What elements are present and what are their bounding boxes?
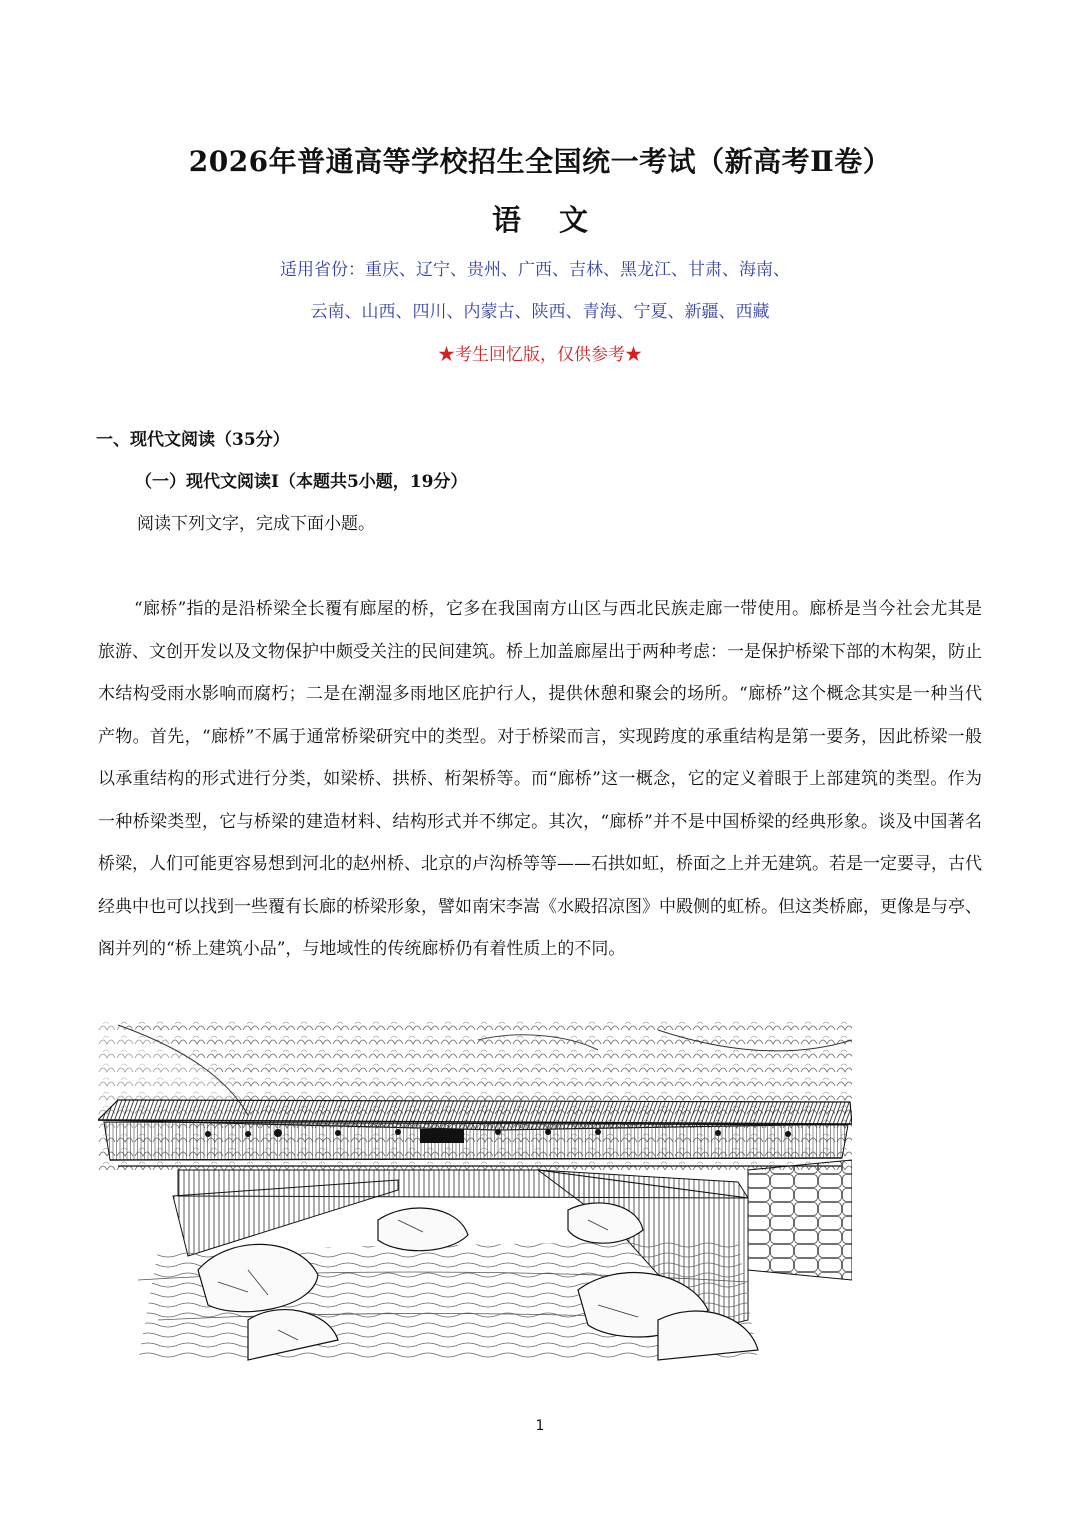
- recall-notice: ★考生回忆版，仅供参考★: [438, 345, 642, 365]
- reading-instruction: 阅读下列文字，完成下面小题。: [137, 514, 375, 534]
- section-heading: 一、现代文阅读（35分）: [96, 430, 290, 450]
- provinces-line-2: 云南、山西、四川、内蒙古、陕西、青海、宁夏、新疆、西藏: [310, 302, 770, 322]
- subject-heading: 语 文: [491, 203, 603, 237]
- covered-bridge-illustration: [98, 1020, 852, 1362]
- subsection-heading: （一）现代文阅读Ⅰ（本题共5小题，19分）: [135, 472, 468, 492]
- reading-passage: “廊桥”指的是沿桥梁全长覆有廊屋的桥，它多在我国南方山区与西北民族走廊一带使用。廊桥是当今社会尤其是旅游、文创开发以及文物保护中颇受关注的民间建筑。桥上加盖廊屋出于两种考虑：一是保护桥梁下部的木构架，防止木结构受雨水影响而腐朽；二是在潮湿多雨地区庇护行人，提供休憩和聚会的场所。“廊桥”这个概念其实是一种当代产物。首先，“廊桥”不属于通常桥梁研究中的类型。对于桥梁而言，实现跨度的承重结构是第一要务，因此桥梁一般以承重结构的形式进行分类，如梁桥、拱桥、桁架桥等。而“廊桥”这一概念，它的定义着眼于上部建筑的类型。作为一种桥梁类型，它与桥梁的建造材料、结构形式并不绑定。其次，“廊桥”并不是中国桥梁的经典形象。谈及中国著名桥梁，人们可能更容易想到河北的赵州桥、北京的卢沟桥等等——石拱如虹，桥面之上并无建筑。若是一定要寻，古代经典中也可以找到一些覆有长廊的桥梁形象，譬如南宋李嵩《水殿招凉图》中殿侧的虹桥。但这类桥廊，更像是与亭、阁并列的“桥上建筑小品”，与地域性的传统廊桥仍有着性质上的不同。: [98, 599, 982, 959]
- page-number: 1: [535, 1418, 545, 1434]
- provinces-line-1: 适用省份：重庆、辽宁、贵州、广西、吉林、黑龙江、甘肃、海南、: [280, 260, 790, 280]
- exam-title: 2026年普通高等学校招生全国统一考试（新高考Ⅱ卷）: [188, 145, 892, 178]
